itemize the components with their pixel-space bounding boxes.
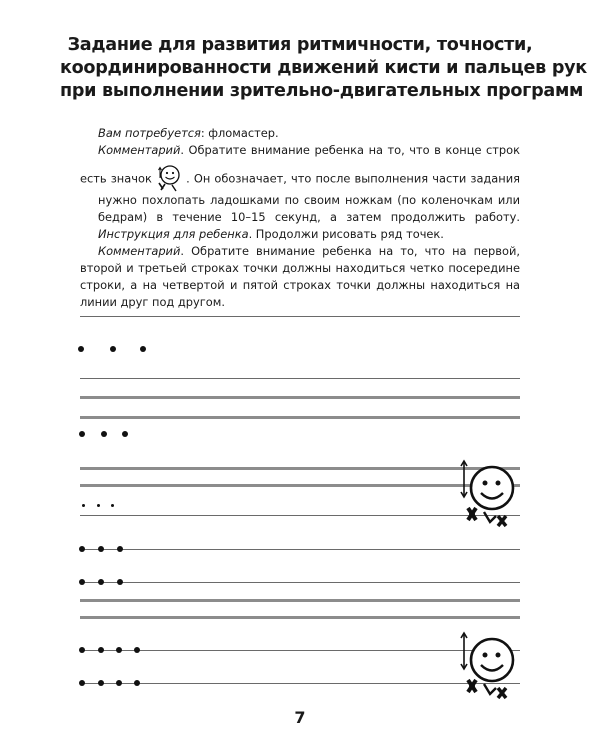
- example-dot: [134, 647, 140, 653]
- comment1-line-b: есть значок . Он обозначает, что после выполнения части задания: [80, 164, 520, 194]
- example-dot: [79, 680, 85, 686]
- needs-line: [98, 125, 520, 142]
- example-dot: [82, 504, 85, 507]
- example-dot: [117, 546, 123, 552]
- example-dot: [134, 680, 140, 686]
- example-dot: [98, 579, 104, 585]
- example-dot: [101, 431, 107, 437]
- smiley-clap-icon: [454, 456, 520, 532]
- writing-line-thick: [80, 599, 520, 602]
- comment1-line-d: бедрам) в течение 10–15 секунд, а затем продолжить работу.: [98, 210, 520, 224]
- writing-line: [80, 549, 520, 550]
- example-dot: [116, 680, 122, 686]
- example-dot: [140, 346, 146, 352]
- comment1-line-c: нужно похлопать ладошками по своим ножкам (по коленочкам или: [98, 193, 520, 207]
- example-dot: [79, 431, 85, 437]
- example-dot: [79, 647, 85, 653]
- example-dot: [98, 546, 104, 552]
- example-dot: [98, 680, 104, 686]
- example-dot: [111, 504, 114, 507]
- example-dot: [78, 346, 84, 352]
- smiley-clap-icon: [156, 164, 182, 194]
- example-dot: [122, 431, 128, 437]
- example-dot: [117, 579, 123, 585]
- comment1-line-a: Комментарий. Обратите внимание ребенка на то, что в конце строк: [98, 143, 520, 157]
- example-dot: [79, 546, 85, 552]
- writing-line: [80, 316, 520, 317]
- example-dot: [116, 647, 122, 653]
- writing-line-thick: [80, 396, 520, 399]
- example-dot: [97, 504, 100, 507]
- writing-line-thick: [80, 416, 520, 419]
- comment2-label: Комментарий: [98, 244, 181, 258]
- page-number: 7: [294, 708, 306, 727]
- writing-line-thick: [80, 616, 520, 619]
- page-title: [60, 34, 587, 103]
- example-dot: [79, 579, 85, 585]
- title-line-2: координированности движений кисти и пальцев рук: [60, 58, 587, 78]
- comment1-label: Комментарий: [98, 143, 181, 157]
- comment2-line-b: второй и третьей строках точки должны находиться четко посередине: [80, 261, 520, 275]
- comment2-line-d: линии друг под другом.: [80, 295, 225, 309]
- title-line-3: при выполнении зрительно-двигательных программ: [60, 81, 584, 101]
- instruction-label: Инструкция для ребенка: [98, 227, 249, 241]
- comment2-line-c: строки, а на четвертой и пятой строках точки должны находиться на: [80, 278, 520, 292]
- smiley-clap-icon: [454, 628, 520, 704]
- writing-line: [80, 378, 520, 379]
- title-line-1: Задание для развития ритмичности, точности,: [67, 35, 533, 55]
- instruction-line: Инструкция для ребенка. Продолжи рисовать ряд точек.: [98, 227, 444, 241]
- example-dot: [98, 647, 104, 653]
- needs-value: : фломастер.: [200, 126, 279, 140]
- comment2-line-a: Комментарий. Обратите внимание ребенка на то, что на первой,: [98, 244, 520, 258]
- example-dot: [110, 346, 116, 352]
- needs-label: Вам потребуется: [98, 126, 201, 140]
- writing-line: [80, 582, 520, 583]
